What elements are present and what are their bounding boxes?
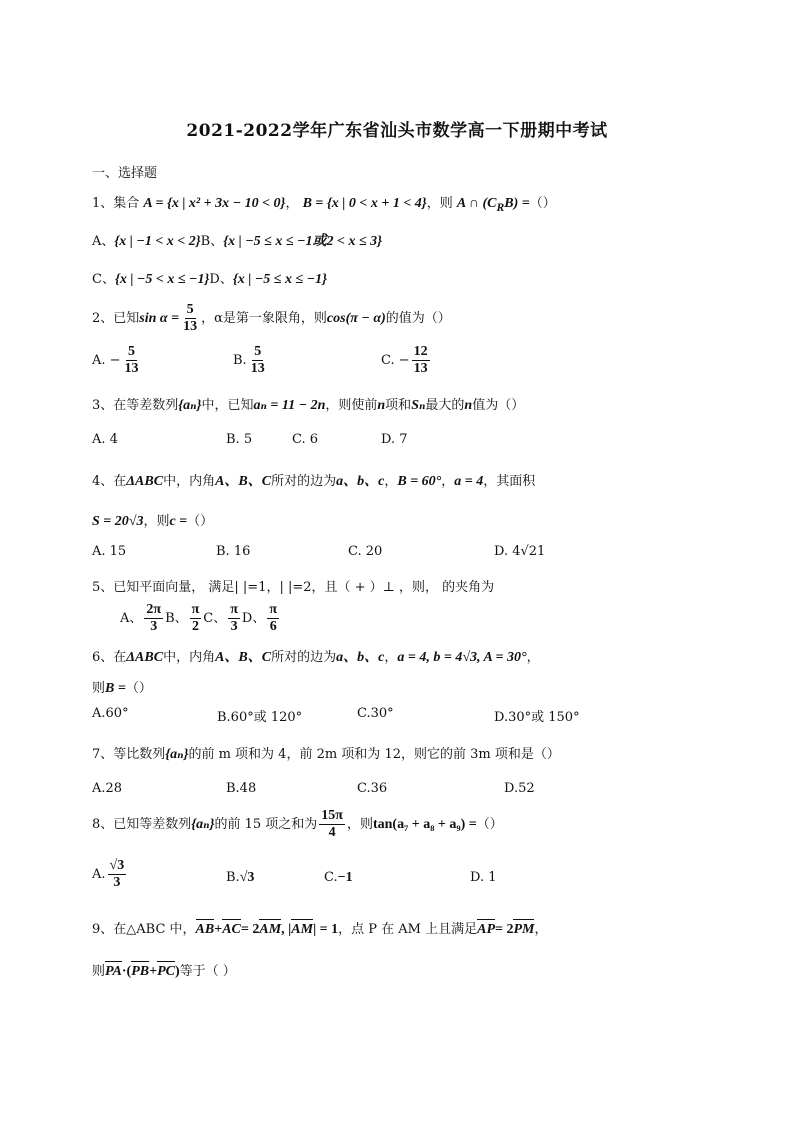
q4-option-d: D. 4√21 (494, 544, 546, 559)
q8-option-a-num: √3 (109, 858, 125, 873)
q9-vector-pc: PC (157, 964, 175, 979)
q3-n2: n (464, 398, 473, 413)
q4-mid: 中，内角 (163, 474, 216, 489)
q9-eq: = 2 (240, 922, 260, 937)
question-7-stem (92, 743, 560, 763)
q8-option-c-value: −1 (337, 870, 353, 885)
q9-abs-pre: , | (281, 922, 292, 937)
q9-vector-pa: PA (105, 964, 122, 979)
question-1-options-cd (92, 268, 327, 288)
q5-option-c-label: C、 (203, 611, 227, 626)
q5-option-a-den: 3 (150, 619, 158, 634)
q8-option-a-label: A. (92, 867, 106, 882)
q7-option-c: C.36 (357, 781, 388, 796)
q8-option-b-label: B. (226, 870, 240, 885)
q6-mid2: 所对的边为 (271, 650, 337, 665)
question-5-stem: 5、已知平面向量， 满足| |=1，| |=2，且（ + ）⊥ ，则， 的夹角为 (92, 580, 495, 595)
q4-prefix: 4、在 (92, 474, 127, 489)
q6-mid: 中，内角 (163, 650, 216, 665)
q2-option-a-label: A. − (92, 353, 121, 368)
q5-option-d-frac (267, 602, 279, 635)
q8-fraction-den: 4 (328, 825, 336, 840)
q2-option-a-den: 13 (124, 361, 139, 376)
q8-option-c-label: C. (324, 870, 338, 885)
q5-option-a-frac (144, 602, 163, 635)
q1-option-b: {x | −5 ≤ x ≤ −1或2 < x ≤ 3} (223, 234, 383, 249)
q6-conditions: a = 4, b = 4√3, A = 30° (397, 650, 527, 665)
q3-tail: 值为（） (472, 398, 525, 413)
question-1-options-ab (92, 230, 382, 250)
q6-prefix: 6、在 (92, 650, 127, 665)
question-6-stem-line1 (92, 646, 540, 666)
q1-set-a: A = {x | x² + 3x − 10 < 0} (143, 196, 286, 211)
q9-line2-prefix: 则 (92, 964, 106, 979)
q3-prefix: 3、在等差数列 (92, 398, 179, 413)
q8-option-d: D. 1 (470, 870, 497, 885)
question-6-stem-line2 (92, 677, 152, 697)
q2-option-a-frac (123, 344, 141, 377)
q1-option-c: {x | −5 < x ≤ −1} (114, 272, 210, 287)
question-3-stem (92, 394, 524, 414)
q4-line2-mid: ，则 (143, 514, 170, 529)
section-heading: 一、选择题 (92, 166, 158, 181)
q2-fraction-den: 13 (183, 319, 198, 334)
q5-option-b-den: 2 (191, 619, 199, 634)
q9-vector-pm: PM (513, 922, 535, 937)
q3-mid2: ，则使前 (325, 398, 378, 413)
question-5-options (120, 602, 281, 635)
q6-option-a: A.60° (92, 706, 129, 721)
q7-option-a: A.28 (92, 781, 123, 796)
q4-mid4: ， (441, 474, 455, 489)
q7-option-d: D.52 (504, 781, 535, 796)
q5-option-a-num: 2π (146, 602, 162, 617)
q5-option-c-frac (228, 602, 240, 635)
q7-option-b: B.48 (226, 781, 257, 796)
q9-eq2: = 2 (495, 922, 514, 937)
q8-expr: tan(a₇ + a₈ + a₉) = (372, 817, 477, 832)
question-1-stem (92, 192, 556, 214)
q4-tail: ，其面积 (483, 474, 536, 489)
q1-mid: ，则 (426, 196, 453, 211)
q4-blank: （） (187, 514, 214, 529)
q8-mid: 的前 15 项之和为 (214, 817, 318, 832)
q8-option-a-den: 3 (113, 875, 121, 890)
q8-mid2: ，则 (346, 817, 373, 832)
q2-option-b (233, 344, 269, 377)
q5-option-c-num: π (230, 602, 238, 617)
q4-option-b: B. 16 (216, 544, 251, 559)
q1-option-c-label: C、 (92, 272, 115, 287)
q2-fraction (181, 302, 199, 335)
q9-vector-am-abs: AM (291, 922, 314, 937)
q3-formula: aₙ = 11 − 2n (253, 398, 326, 413)
q8-option-c (324, 870, 353, 886)
q6-mid3: ， (384, 650, 398, 665)
q2-sin: sin α = (139, 311, 180, 326)
q3-mid4: 最大的 (425, 398, 465, 413)
q9-dot: ·( (121, 964, 132, 979)
q3-mid3: 项和 (385, 398, 412, 413)
q1-option-d-label: D、 (209, 272, 233, 287)
q1-expr (456, 196, 530, 214)
q8-prefix: 8、已知等差数列 (92, 817, 192, 832)
q9-vector-ac: AC (222, 922, 241, 937)
q4-b-angle: B = 60° (397, 474, 442, 489)
q9-close: ) (174, 964, 180, 979)
q9-tail2: 等于（ ） (179, 964, 236, 979)
q3-option-a: A. 4 (92, 432, 118, 447)
q2-option-c-num: 12 (413, 344, 428, 359)
q4-option-c: C. 20 (348, 544, 383, 559)
q4-triangle: ΔABC (126, 474, 164, 489)
q8-fraction (319, 808, 345, 841)
q7-seq: {aₙ} (165, 747, 189, 762)
q2-tail: 的值为（） (385, 311, 451, 326)
q1-prefix: 1、集合 (92, 196, 140, 211)
q6-line2-prefix: 则 (92, 681, 106, 696)
q4-option-a: A. 15 (92, 544, 127, 559)
q1-expr-end: B) = (504, 196, 530, 211)
q9-prefix: 9、在△ABC 中， (92, 922, 196, 937)
q2-option-c-den: 13 (413, 361, 428, 376)
q5-option-b-frac (190, 602, 202, 635)
q2-option-a-num: 5 (128, 344, 136, 359)
q9-plus: + (214, 922, 223, 937)
q1-expr-start: A ∩ (C (456, 196, 497, 211)
q4-sides: a、b、c (336, 474, 385, 489)
q9-tail1: ， (534, 922, 548, 937)
q8-option-b-value: √3 (239, 870, 255, 885)
q1-option-a-label: A、 (92, 234, 115, 249)
q9-vector-ab: AB (195, 922, 215, 937)
q5-option-c-den: 3 (230, 619, 238, 634)
q4-angles: A、B、C (215, 474, 272, 489)
q8-blank: （） (476, 817, 503, 832)
q8-option-b (226, 870, 254, 886)
question-9-stem-line1 (92, 918, 548, 938)
q4-mid3: ， (384, 474, 398, 489)
q2-prefix: 2、已知 (92, 311, 140, 326)
q2-expr: cos(π − α) (326, 311, 386, 326)
question-8-stem (92, 808, 503, 841)
q6-option-b: B.60°或 120° (217, 710, 303, 725)
q5-option-d-den: 6 (269, 619, 277, 634)
q6-angles: A、B、C (215, 650, 272, 665)
q3-seq: {aₙ} (178, 398, 202, 413)
q2-option-b-label: B. (233, 353, 247, 368)
document-title: 2021-2022学年广东省汕头市数学高一下册期中考试 (186, 121, 608, 141)
q4-area: S = 20√3 (92, 514, 144, 529)
question-4-stem-line2 (92, 510, 213, 530)
q9-mid: ，点 P 在 AM 上且满足 (338, 922, 478, 937)
q3-option-c: C. 6 (292, 432, 319, 447)
q6-triangle: ΔABC (126, 650, 164, 665)
q2-mid: ，α是第一象限角，则 (201, 311, 327, 326)
q2-option-c (381, 344, 432, 377)
q3-option-d: D. 7 (381, 432, 408, 447)
q1-set-b: B = {x | 0 < x + 1 < 4} (302, 196, 427, 211)
q8-option-a (92, 858, 128, 891)
q1-option-a: {x | −1 < x < 2} (114, 234, 201, 249)
q7-tail: 的前 m 项和为 4，前 2m 项和为 12，则它的前 3m 项和是（） (188, 747, 560, 762)
q6-b-eq: B = (105, 681, 126, 696)
q5-option-b-num: π (191, 602, 200, 617)
q1-sep: ， (285, 196, 299, 211)
q8-fraction-num: 15π (321, 808, 343, 823)
q4-mid2: 所对的边为 (271, 474, 337, 489)
question-4-stem-line1 (92, 470, 535, 490)
q8-option-a-frac (108, 858, 127, 891)
q3-sn: Sₙ (411, 398, 426, 413)
q4-c-eq: c = (169, 514, 188, 529)
q9-vector-pb: PB (131, 964, 150, 979)
q2-option-c-frac (412, 344, 430, 377)
q2-option-a (92, 344, 143, 377)
q2-option-b-frac (249, 344, 267, 377)
q9-abs-post: | = 1 (313, 922, 339, 937)
q6-option-c: C.30° (357, 706, 394, 721)
q6-blank: （） (125, 681, 152, 696)
q1-option-b-label: B、 (200, 234, 224, 249)
q5-option-a-label: A、 (120, 611, 143, 626)
q3-mid1: 中，已知 (201, 398, 254, 413)
q8-seq: {aₙ} (191, 817, 215, 832)
q2-option-b-den: 13 (250, 361, 265, 376)
question-9-stem-line2 (92, 960, 236, 980)
q9-vector-am: AM (259, 922, 282, 937)
q5-option-b-label: B、 (165, 611, 188, 626)
q5-option-d-num: π (269, 602, 278, 617)
q3-option-b: B. 5 (226, 432, 253, 447)
q4-a-value: a = 4 (454, 474, 484, 489)
q1-option-d: {x | −5 ≤ x ≤ −1} (232, 272, 328, 287)
q1-blank: （） (529, 196, 556, 211)
q7-prefix: 7、等比数列 (92, 747, 166, 762)
q6-option-d: D.30°或 150° (494, 710, 580, 725)
q1-expr-sub: R (496, 200, 505, 214)
q2-option-b-num: 5 (254, 344, 262, 359)
q2-fraction-num: 5 (186, 302, 194, 317)
q3-n: n (377, 398, 386, 413)
q9-plus2: + (149, 964, 158, 979)
q9-vector-ap: AP (477, 922, 495, 937)
q6-tail: ， (526, 650, 540, 665)
q6-sides: a、b、c (336, 650, 385, 665)
q2-option-c-label: C. − (381, 353, 410, 368)
q5-option-d-label: D、 (241, 611, 266, 626)
question-2-stem (92, 302, 451, 335)
